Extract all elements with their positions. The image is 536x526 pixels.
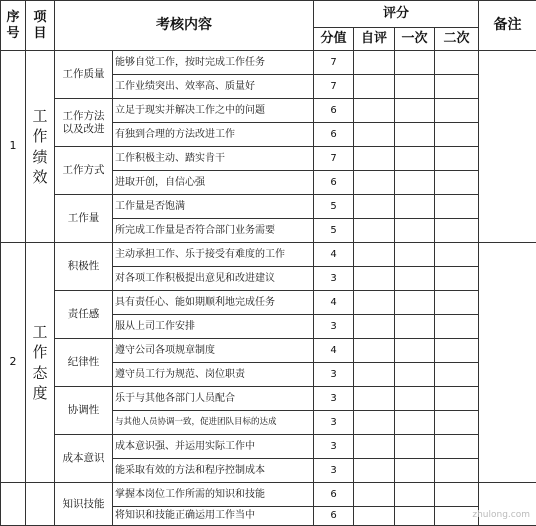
first-eval-cell[interactable] [395,99,435,123]
item-text: 具有责任心、能如期顺利地完成任务 [113,291,314,315]
item-text: 服从上司工作安排 [113,315,314,339]
first-eval-cell[interactable] [395,243,435,267]
group-name: 工作质量 [55,51,113,99]
watermark: zhulong.com [472,510,530,520]
first-eval-cell[interactable] [395,435,435,459]
table-row [1,339,536,363]
second-eval-cell[interactable] [435,147,479,171]
self-eval-cell[interactable] [354,267,395,291]
header-self-eval: 自评 [354,28,395,51]
table-row [1,435,536,459]
item-text: 将知识和技能正确运用工作当中 [113,507,314,526]
first-eval-cell[interactable] [395,459,435,483]
item-text: 乐于与其他各部门人员配合 [113,387,314,411]
section-category [26,483,55,526]
self-eval-cell[interactable] [354,387,395,411]
first-eval-cell[interactable] [395,483,435,507]
self-eval-cell[interactable] [354,99,395,123]
second-eval-cell[interactable] [435,483,479,507]
header-row-1 [1,1,536,28]
item-score: 6 [314,171,354,195]
self-eval-cell[interactable] [354,483,395,507]
header-max-score: 分值 [314,28,354,51]
header-content: 考核内容 [55,1,314,51]
item-text: 能够自觉工作，按时完成工作任务 [113,51,314,75]
item-score: 6 [314,99,354,123]
self-eval-cell[interactable] [354,459,395,483]
self-eval-cell[interactable] [354,219,395,243]
first-eval-cell[interactable] [395,315,435,339]
item-score: 3 [314,387,354,411]
second-eval-cell[interactable] [435,435,479,459]
second-eval-cell[interactable] [435,51,479,75]
item-text: 工作量是否饱满 [113,195,314,219]
first-eval-cell[interactable] [395,195,435,219]
self-eval-cell[interactable] [354,435,395,459]
second-eval-cell[interactable] [435,387,479,411]
self-eval-cell[interactable] [354,51,395,75]
self-eval-cell[interactable] [354,171,395,195]
first-eval-cell[interactable] [395,123,435,147]
item-text: 遵守员工行为规范、岗位职责 [113,363,314,387]
table-row [1,99,536,123]
self-eval-cell[interactable] [354,363,395,387]
first-eval-cell[interactable] [395,171,435,195]
first-eval-cell[interactable] [395,51,435,75]
group-name: 知识技能 [55,483,113,526]
second-eval-cell[interactable] [435,243,479,267]
item-score: 4 [314,339,354,363]
group-name: 积极性 [55,243,113,291]
second-eval-cell[interactable] [435,171,479,195]
group-name: 责任感 [55,291,113,339]
item-score: 6 [314,507,354,526]
item-text: 有独到合理的方法改进工作 [113,123,314,147]
table-row [1,243,536,267]
second-eval-cell[interactable] [435,315,479,339]
table-row [1,195,536,219]
second-eval-cell[interactable] [435,267,479,291]
header-project: 项目 [26,1,55,51]
header-second: 二次 [435,28,479,51]
item-score: 4 [314,291,354,315]
item-score: 5 [314,219,354,243]
item-text: 进取开创，自信心强 [113,171,314,195]
item-score: 3 [314,363,354,387]
self-eval-cell[interactable] [354,411,395,435]
item-score: 5 [314,195,354,219]
first-eval-cell[interactable] [395,339,435,363]
item-text: 对各项工作积极提出意见和改进建议 [113,267,314,291]
item-score: 3 [314,435,354,459]
section-category: 工作绩效 [26,51,55,243]
item-score: 3 [314,315,354,339]
first-eval-cell[interactable] [395,267,435,291]
first-eval-cell[interactable] [395,291,435,315]
second-eval-cell[interactable] [435,123,479,147]
table-row [1,147,536,171]
first-eval-cell[interactable] [395,219,435,243]
section-number: 1 [1,51,26,243]
group-name: 协调性 [55,387,113,435]
item-score: 7 [314,51,354,75]
item-text: 所完成工作量是否符合部门业务需要 [113,219,314,243]
self-eval-cell[interactable] [354,147,395,171]
self-eval-cell[interactable] [354,243,395,267]
item-text: 工作积极主动、踏实肯干 [113,147,314,171]
item-score: 4 [314,243,354,267]
first-eval-cell[interactable] [395,411,435,435]
first-eval-cell[interactable] [395,387,435,411]
item-text: 成本意识强、并运用实际工作中 [113,435,314,459]
second-eval-cell[interactable] [435,75,479,99]
table-row [1,51,536,75]
remarks-cell[interactable] [479,51,536,243]
self-eval-cell[interactable] [354,123,395,147]
item-score: 3 [314,267,354,291]
item-score: 7 [314,75,354,99]
item-text: 立足于现实并解决工作之中的问题 [113,99,314,123]
first-eval-cell[interactable] [395,147,435,171]
group-name: 工作方式 [55,147,113,195]
header-seq: 序号 [1,1,26,51]
section-category: 工作态度 [26,243,55,483]
group-name: 成本意识 [55,435,113,483]
item-text: 主动承担工作、乐于接受有难度的工作 [113,243,314,267]
second-eval-cell[interactable] [435,195,479,219]
second-eval-cell[interactable] [435,219,479,243]
item-text: 能采取有效的方法和程序控制成本 [113,459,314,483]
second-eval-cell[interactable] [435,99,479,123]
group-name: 纪律性 [55,339,113,387]
self-eval-cell[interactable] [354,75,395,99]
item-score: 6 [314,123,354,147]
self-eval-cell[interactable] [354,291,395,315]
header-scoring: 评分 [314,1,479,28]
group-name: 工作方法以及改进 [55,99,113,147]
second-eval-cell[interactable] [435,291,479,315]
item-score: 3 [314,411,354,435]
table-row [1,483,536,507]
second-eval-cell[interactable] [435,411,479,435]
second-eval-cell[interactable] [435,363,479,387]
group-name: 工作量 [55,195,113,243]
second-eval-cell[interactable] [435,459,479,483]
section-number: 2 [1,243,26,483]
item-score: 7 [314,147,354,171]
second-eval-cell[interactable] [435,339,479,363]
self-eval-cell[interactable] [354,195,395,219]
remarks-cell[interactable] [479,243,536,483]
first-eval-cell[interactable] [395,363,435,387]
item-text: 工作业绩突出、效率高、质量好 [113,75,314,99]
header-first: 一次 [395,28,435,51]
item-text: 与其他人员协调一致，促进团队目标的达成 [113,411,314,435]
item-score: 3 [314,459,354,483]
first-eval-cell[interactable] [395,75,435,99]
header-remarks: 备注 [479,1,536,51]
table-row [1,387,536,411]
table-row [1,291,536,315]
self-eval-cell[interactable] [354,315,395,339]
item-score: 6 [314,483,354,507]
item-text: 遵守公司各项规章制度 [113,339,314,363]
section-number [1,483,26,526]
item-text: 掌握本岗位工作所需的知识和技能 [113,483,314,507]
self-eval-cell[interactable] [354,339,395,363]
